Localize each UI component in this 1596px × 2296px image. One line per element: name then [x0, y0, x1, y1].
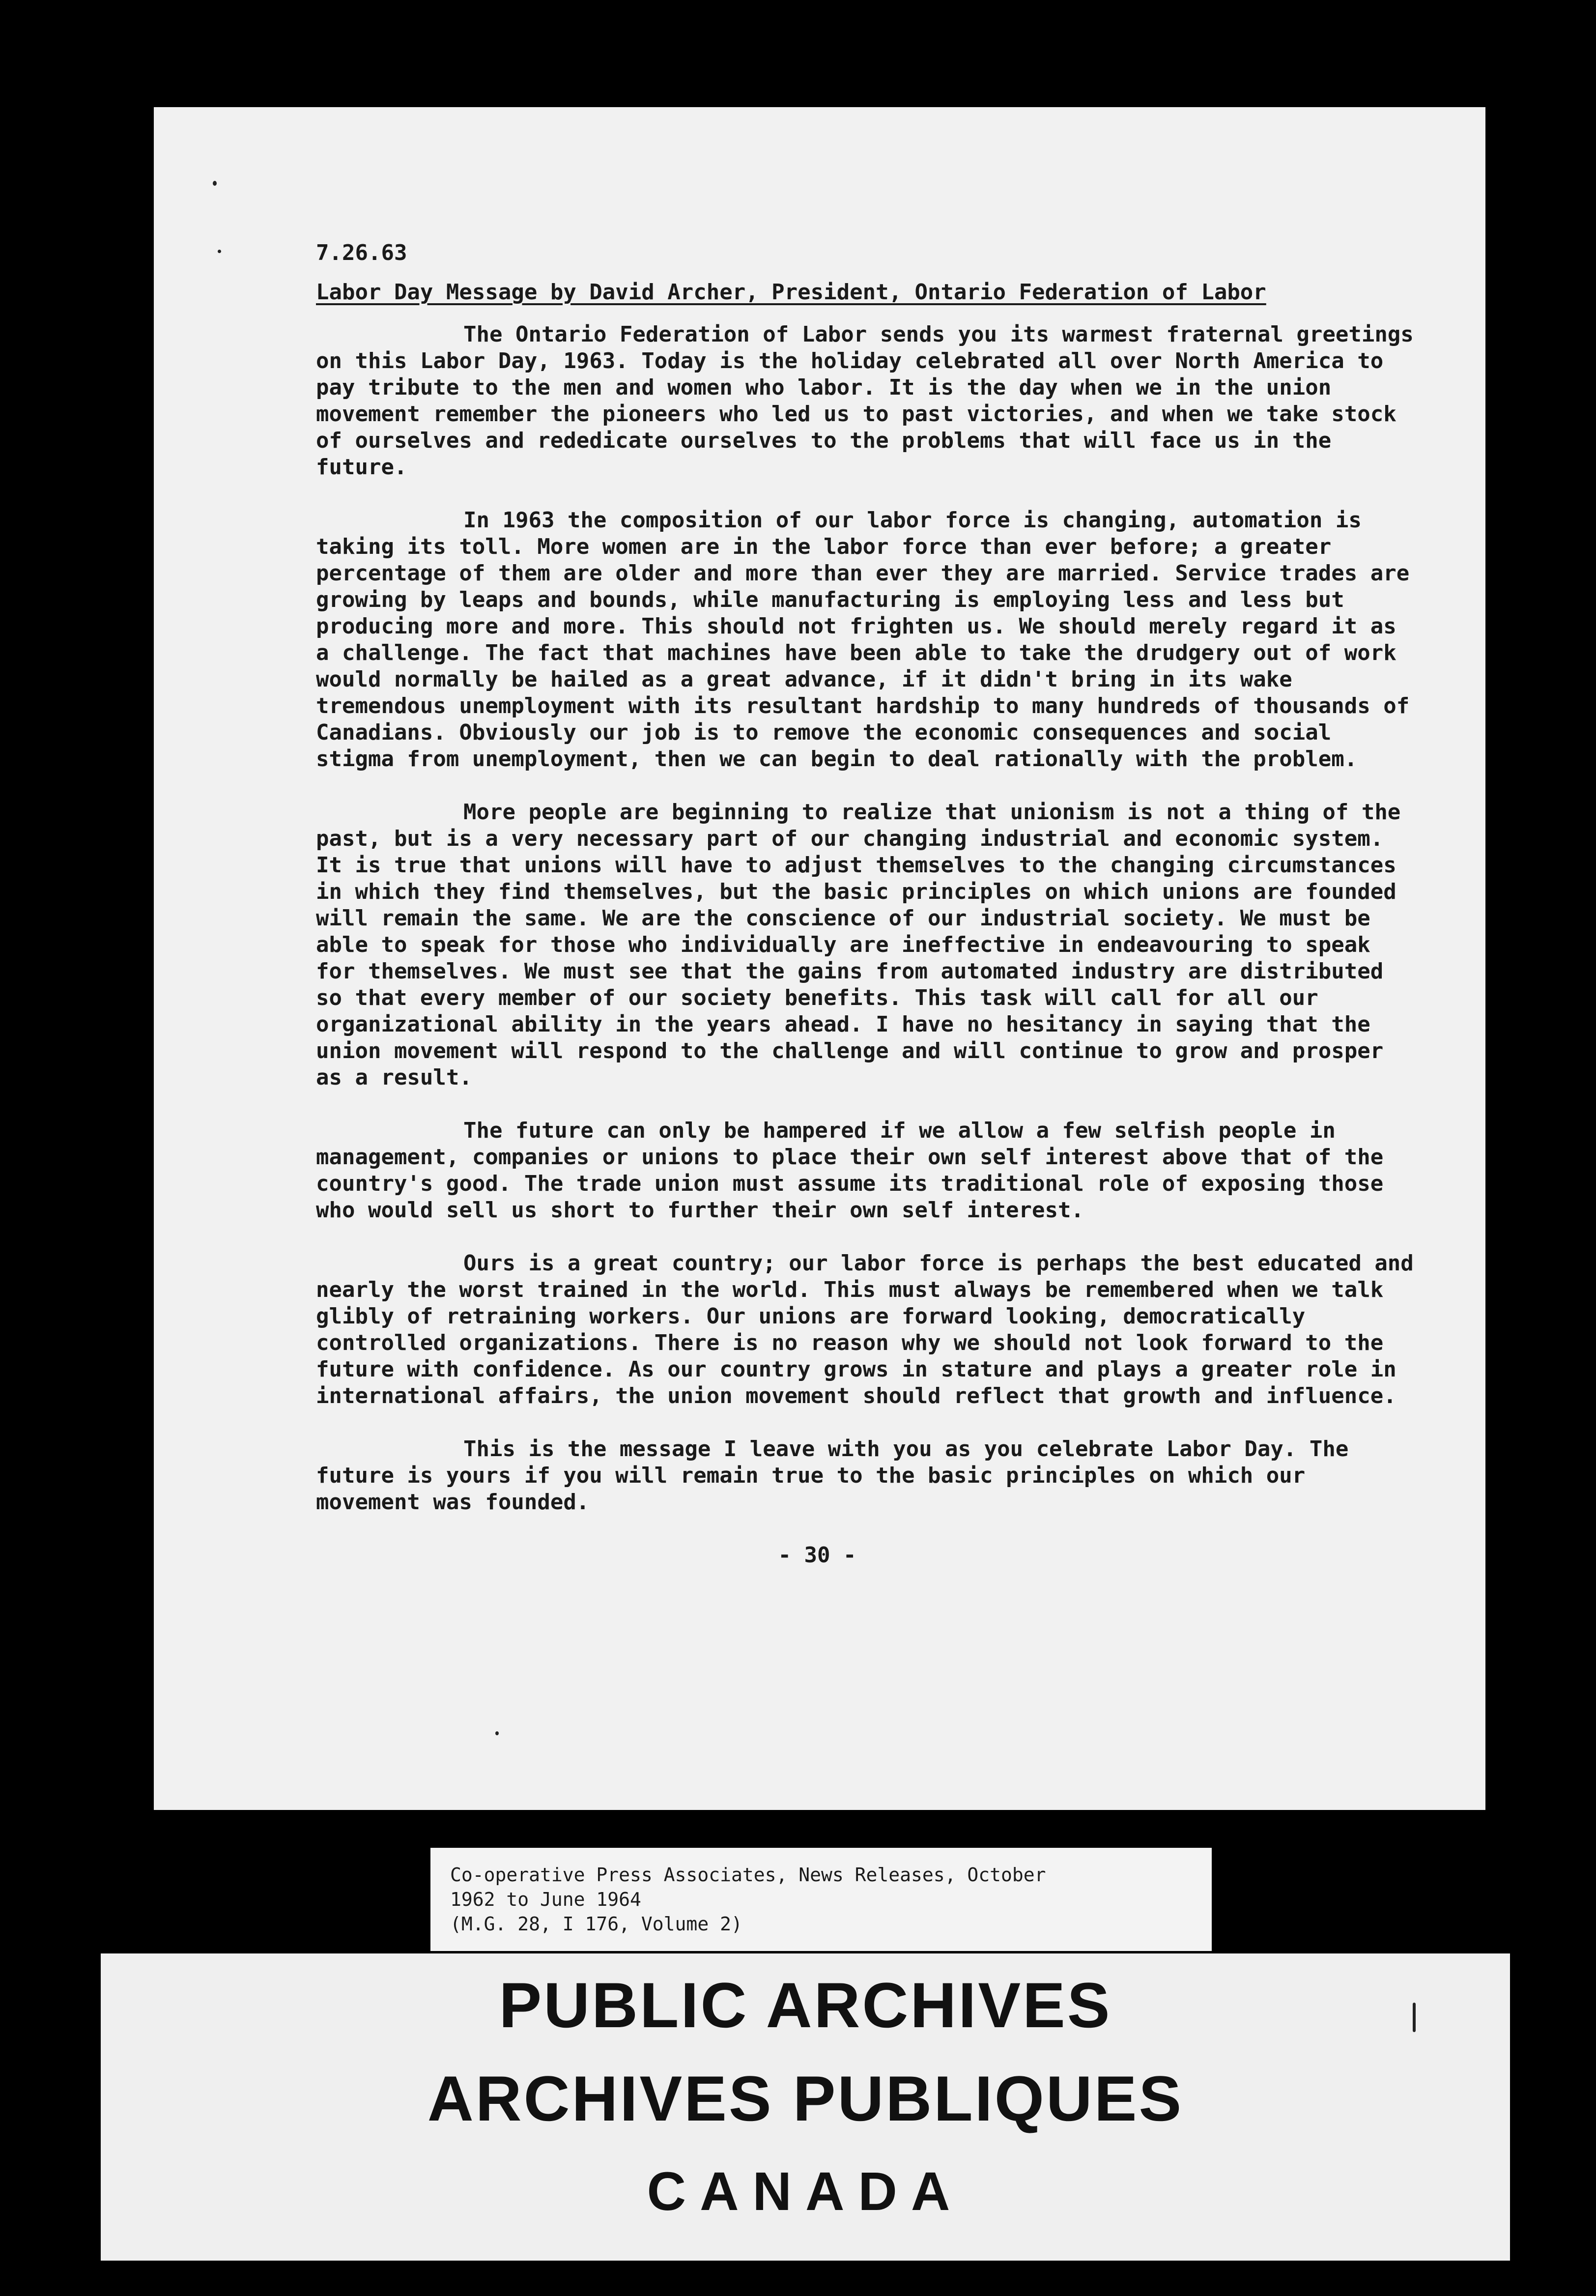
paragraph-2: In 1963 the composition of our labor force is changing, automation is taking its toll. More women are in the labor force than ever before; a greater percentage of them are older and more than ever they are married. Service trades are growing by leaps and bounds, while manufacturing is employing less and less but producing more and more. This should not frighten us. We should merely regard it as a challenge. The fact that machines have been able to take the drudgery out of work would normally be hailed as a great advance, if it didn't bring in its wake tremendous unemployment with its resultant hardship to many hundreds of thousands of Canadians. Obviously our job is to remove the economic consequences and social stigma from unemployment, then we can begin to deal rationally with the problem.	[316, 508, 1410, 772]
document-heading: Labor Day Message by David Archer, President, Ontario Federation of Labor	[316, 280, 1266, 305]
paragraph-4: The future can only be hampered if we allow a few selfish people in management, companies or unions to place their own self interest above that of the country's good. The trade union must assume its traditional role of exposing those who would sell us short to further their own self interest.	[316, 1118, 1384, 1223]
page-number: - 30 -	[778, 1543, 856, 1568]
document-date: 7.26.63	[316, 240, 407, 265]
document-body	[316, 240, 1417, 1569]
archive-reference-card	[430, 1848, 1212, 1951]
reference-line-2: 1962 to June 1964	[450, 1889, 641, 1910]
document-page	[154, 107, 1485, 1810]
film-scratch	[1413, 2003, 1416, 2032]
paragraph-5: Ours is a great country; our labor force is perhaps the best educated and nearly the worst trained in the world. This must always be remembered when we talk glibly of retraining workers. Our unions are forward looking, democratically controlled organizations. There is no reason why we should not look forward to the future with confidence. As our country grows in stature and plays a greater role in international affairs, the union movement should reflect that growth and influence.	[316, 1251, 1414, 1408]
paragraph-3: More people are beginning to realize that unionism is not a thing of the past, but is a very necessary part of our changing industrial and economic system. It is true that unions will have to adjust themselves to the changing circumstances in which they find themselves, but the basic principles on which unions are founded will remain the same. We are the conscience of our industrial society. We must be able to speak for those who individually are ineffective in endeavouring to speak for themselves. We must see that the gains from automated industry are distributed so that every member of our society benefits. This task will call for all our organizational ability in the years ahead. I have no hesitancy in saying that the union movement will respond to the challenge and will continue to grow and prosper as a result.	[316, 800, 1401, 1090]
reference-line-3: (M.G. 28, I 176, Volume 2)	[450, 1913, 742, 1935]
dust-speck	[218, 250, 221, 253]
dust-speck	[213, 181, 217, 186]
dust-speck	[495, 1731, 499, 1735]
stamp-line-1: PUBLIC ARCHIVES	[499, 1969, 1112, 2041]
paragraph-1: The Ontario Federation of Labor sends you its warmest fraternal greetings on this Labor Day, 1963. Today is the holiday celebrated all over North America to pay tribute to the men and women who labor. It is the day when we in the union movement remember the pioneers who led us to past victories, and when we take stock of ourselves and rededicate ourselves to the problems that will face us in the future.	[316, 322, 1414, 480]
stamp-line-3: CANADA	[647, 2161, 964, 2222]
reference-line-1: Co-operative Press Associates, News Releases, October	[450, 1864, 1046, 1886]
stamp-line-2: ARCHIVES PUBLIQUES	[427, 2063, 1184, 2134]
paragraph-6: This is the message I leave with you as you celebrate Labor Day. The future is yours if you will remain true to the basic principles on which our movement was founded.	[316, 1436, 1349, 1515]
archive-stamp	[101, 1953, 1510, 2261]
